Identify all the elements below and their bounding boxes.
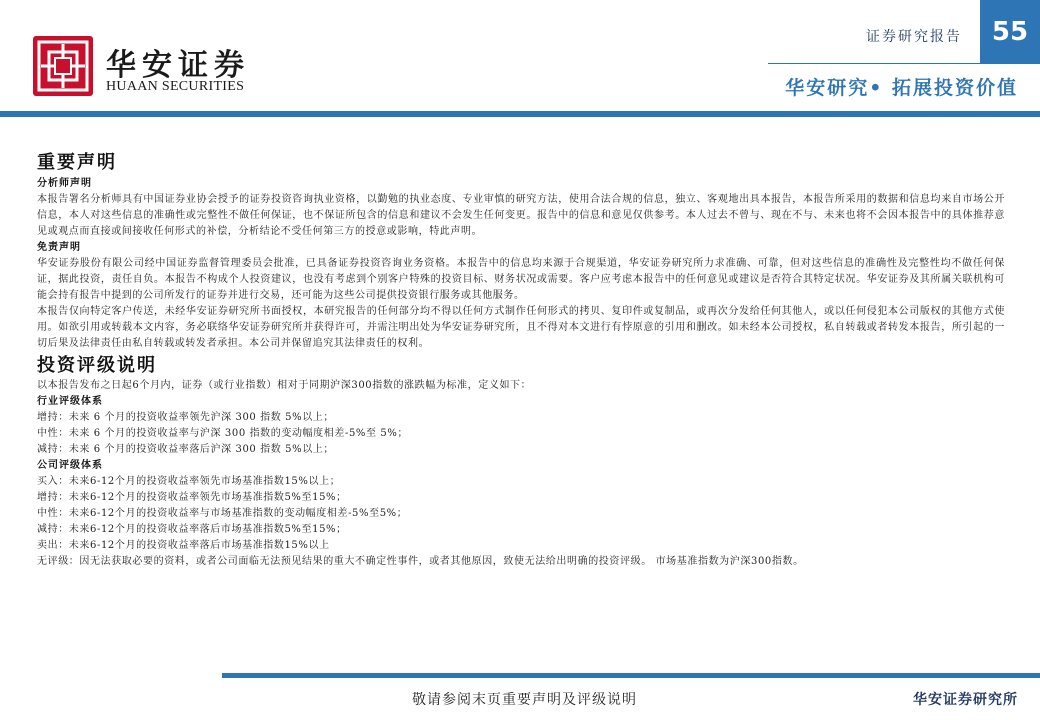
header-bar — [0, 111, 1040, 117]
industry-line: 中性：未来 6 个月的投资收益率与沪深 300 指数的变动幅度相差-5%至 5%； — [37, 428, 409, 439]
rating-intro: 以本报告发布之日起6个月内，证券（或行业指数）相对于同期沪深300指数的涨跌幅为标准，定义如下： — [37, 380, 532, 391]
industry-line: 减持：未来 6 个月的投资收益率落后沪深 300 指数 5%以上； — [37, 444, 335, 455]
header-divider — [768, 63, 980, 64]
company-heading: 公司评级体系 — [37, 460, 103, 471]
main-content — [37, 150, 1005, 570]
analyst-heading: 分析师声明 — [37, 178, 92, 189]
footer-bar — [222, 673, 1040, 678]
disclaimer-title: 重要声明 — [37, 152, 117, 173]
slogan: 华安研究• 拓展投资价值 — [785, 77, 1018, 99]
report-type-label: 证券研究报告 — [866, 29, 962, 45]
company-logo — [33, 36, 93, 96]
company-line: 增持：未来6-12个月的投资收益率领先市场基准指数5%至15%； — [37, 492, 347, 503]
no-rating-line: 无评级：因无法获取必要的资料，或者公司面临无法预见结果的重大不确定性事件，或者其他原因，致使无法给出明确的投资评级。 市场基准指数为沪深300指数。 — [37, 556, 804, 567]
exemption-heading: 免责声明 — [37, 242, 81, 253]
analyst-text: 本报告署名分析师具有中国证券业协会授予的证券投资咨询执业资格，以勤勉的执业态度、专业审慎的研究方法，使用合法合规的信息，独立、客观地出具本报告，本报告所采用的数据和信息均来自市场公开信息，本人对这些信息的准确性或完整性不做任何保证，也不保证所包含的信息和建议不会发生任何变更。报告中的信息和意见仅供参考。本人过去不曾与、现在不与、未来也将不会因本报告中的具体推荐意见或观点而直接或间接收任何形式的补偿，分析结论不受任何第三方的授意或影响，特此声明。 — [37, 194, 1005, 237]
company-line: 减持：未来6-12个月的投资收益率落后市场基准指数5%至15%； — [37, 524, 347, 535]
logo-mark-icon — [33, 36, 93, 96]
industry-line: 增持：未来 6 个月的投资收益率领先沪深 300 指数 5%以上； — [37, 412, 335, 423]
brand-name-en: HUAAN SECURITIES — [106, 79, 245, 94]
company-line: 卖出：未来6-12个月的投资收益率落后市场基准指数15%以上 — [37, 540, 330, 551]
exemption-text-2: 本报告仅向特定客户传送，未经华安证券研究所书面授权，本研究报告的任何部分均不得以任何方式制作任何形式的拷贝、复印件或复制品，或再次分发给任何其他人，或以任何侵犯本公司版权的其他方式使用。如欲引用或转载本文内容，务必联络华安证券研究所并获得许可，并需注明出处为华安证券研究所，且不得对本文进行有悖原意的引用和删改。如未经本公司授权，私自转载或者转发本报告，所引起的一切后果及法律责任由私自转载或转发者承担。本公司并保留追究其法律责任的权利。 — [37, 306, 1005, 349]
brand-name-cn: 华安证券 — [106, 48, 250, 83]
industry-heading: 行业评级体系 — [37, 396, 103, 407]
rating-title: 投资评级说明 — [37, 355, 157, 376]
company-line: 买入：未来6-12个月的投资收益率领先市场基准指数15%以上； — [37, 476, 341, 487]
exemption-text-1: 华安证券股份有限公司经中国证券监督管理委员会批准，已具备证券投资咨询业务资格。本报告中的信息均来源于合规渠道，华安证券研究所力求准确、可靠，但对这些信息的准确性及完整性均不做任何保证，据此投资，责任自负。本报告不构成个人投资建议，也没有考虑到个别客户特殊的投资目标、财务状况或需要。客户应考虑本报告中的任何意见或建议是否符合其特定状况。华安证券及其所属关联机构可能会持有报告中提到的公司所发行的证券并进行交易，还可能为这些公司提供投资银行服务或其他服务。 — [37, 258, 1005, 301]
company-line: 中性：未来6-12个月的投资收益率与市场基准指数的变动幅度相差-5%至5%； — [37, 508, 408, 519]
footer-note: 敬请参阅末页重要声明及评级说明 — [412, 692, 637, 708]
page-number: 55 — [980, 0, 1040, 64]
footer-brand: 华安证券研究所 — [913, 692, 1018, 708]
